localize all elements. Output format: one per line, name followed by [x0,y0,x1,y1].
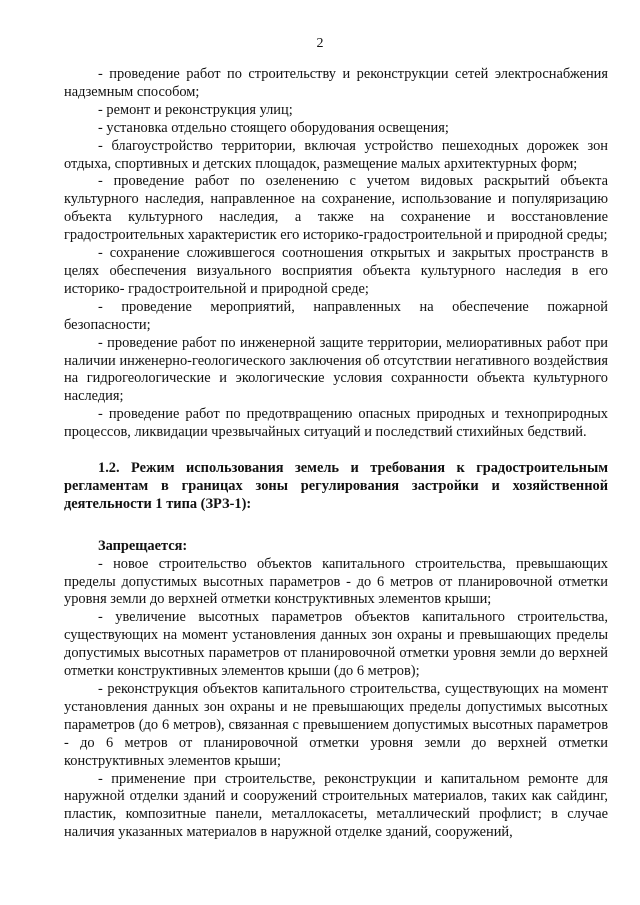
document-body [64,66,608,842]
list-item: - применение при строительстве, реконструкции и капитальном ремонте для наружной отделки зданий и сооружений строительных материалов, таких как сайдинг, пластик, композитные панели, металлокасеты, металлический профлист; в случае наличия указанных материалов в наружной отделке зданий, сооружений, [64,770,608,841]
list-item: - сохранение сложившегося соотношения открытых и закрытых пространств в целях обеспечения визуального восприятия объекта культурного наследия в его историко- градостроительной и природной среде; [64,245,608,297]
list-item: - увеличение высотных параметров объектов капитального строительства, существующих на момент установления данных зон охраны и превышающих пределы допустимых высотных параметров от планировочной отметки уровня земли до верхней отметки конструктивных элементов крыши (до 6 метров); [64,609,608,680]
prohibited-label: Запрещается: [98,537,188,554]
list-item: - благоустройство территории, включая устройство пешеходных дорожек зон отдыха, спортивных и детских площадок, размещение малых архитектурных форм; [64,137,608,172]
spacer [64,514,608,538]
list-item: - проведение мероприятий, направленных на обеспечение пожарной безопасности; [64,298,608,333]
page-number: 2 [316,36,324,51]
spacer [64,442,608,460]
list-item: - проведение работ по предотвращению опасных природных и техноприродных процессов, ликвидации чрезвычайных ситуаций и последствий стихийных бедствий. [64,406,608,441]
list-item: - проведение работ по инженерной защите территории, мелиоративных работ при наличии инженерно-геологического заключения об отсутствии негативного воздействия на гидрогеологические и экологические условия сохранности объекта культурного наследия; [64,334,608,405]
section-heading: 1.2. Режим использования земель и требования к градостроительным регламентам в границах зоны регулирования застройки и хозяйственной деятельности 1 типа (ЗРЗ-1): [64,460,608,512]
list-item: - установка отдельно стоящего оборудования освещения; [98,119,449,136]
list-item: - новое строительство объектов капитального строительства, превышающих пределы допустимых высотных параметров - до 6 метров от планировочной отметки уровня земли до верхней отметки конструктивных элементов крыши; [64,555,608,608]
list-item: - проведение работ по озеленению с учетом видовых раскрытий объекта культурного наследия, направленное на сохранение, использование и популяризацию объекта культурного наследия, а также на сохранение и восстановление градостроительных характеристик его историко-градостроительной и природной среды; [64,173,608,244]
list-item: - ремонт и реконструкция улиц; [98,101,293,118]
list-item: - проведение работ по строительству и реконструкции сетей электроснабжения надземным способом; [64,66,608,100]
list-item: - реконструкция объектов капитального строительства, существующих на момент установления данных зон охраны и не превышающих пределы допустимых высотных параметров (до 6 метров), связанная с превышением допустимых высотных параметров - до 6 метров от планировочной отметки уровня земли до верхней отметки конструктивных элементов крыши; [64,681,608,769]
